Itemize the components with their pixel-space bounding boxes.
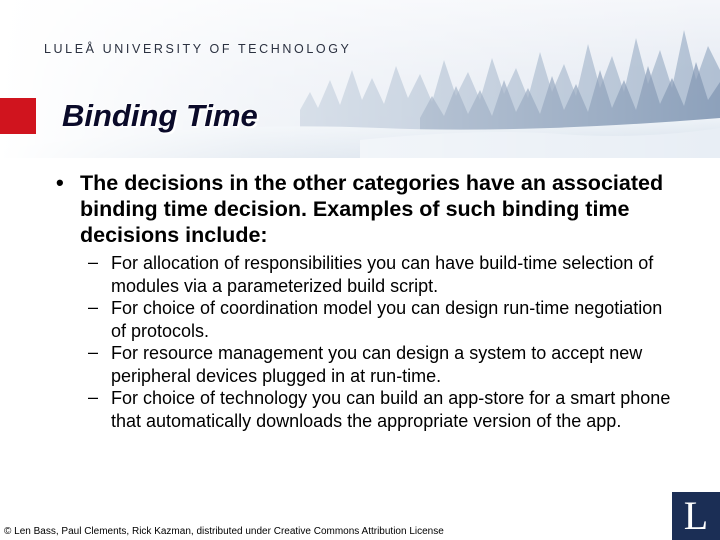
sub-bullet	[88, 252, 688, 297]
dash-icon: –	[88, 297, 99, 317]
university-name: LULEÅ UNIVERSITY OF TECHNOLOGY	[44, 42, 352, 56]
logo-letter: L	[683, 493, 709, 538]
dash-icon: –	[88, 342, 99, 362]
sub-bullet-text: For choice of technology you can build an app-store for a smart phone that automatically downloads the appropriate version of the app.	[111, 388, 671, 431]
sub-bullet-list	[88, 252, 688, 432]
sub-bullet	[88, 342, 688, 387]
accent-square	[0, 98, 36, 134]
main-bullet-text: The decisions in the other categories have an associated binding time decision. Examples of such binding time decisions include:	[80, 171, 664, 247]
bullet-dot-icon: •	[56, 170, 64, 195]
header-banner	[0, 0, 720, 158]
sub-bullet-text: For resource management you can design a system to accept new peripheral devices plugged in at run-time.	[111, 343, 643, 386]
sub-bullet	[88, 297, 688, 342]
winter-landscape-image	[0, 0, 720, 158]
university-logo	[672, 492, 720, 540]
copyright-footer: © Len Bass, Paul Clements, Rick Kazman, distributed under Creative Commons Attribution License	[4, 526, 444, 537]
sub-bullet-text: For choice of coordination model you can design run-time negotiation of protocols.	[111, 298, 663, 341]
slide-title: Binding Time	[62, 98, 258, 133]
sub-bullet	[88, 387, 688, 432]
sub-bullet-text: For allocation of responsibilities you can have build-time selection of modules via a parameterized build script.	[111, 253, 654, 296]
dash-icon: –	[88, 387, 99, 407]
dash-icon: –	[88, 252, 99, 272]
